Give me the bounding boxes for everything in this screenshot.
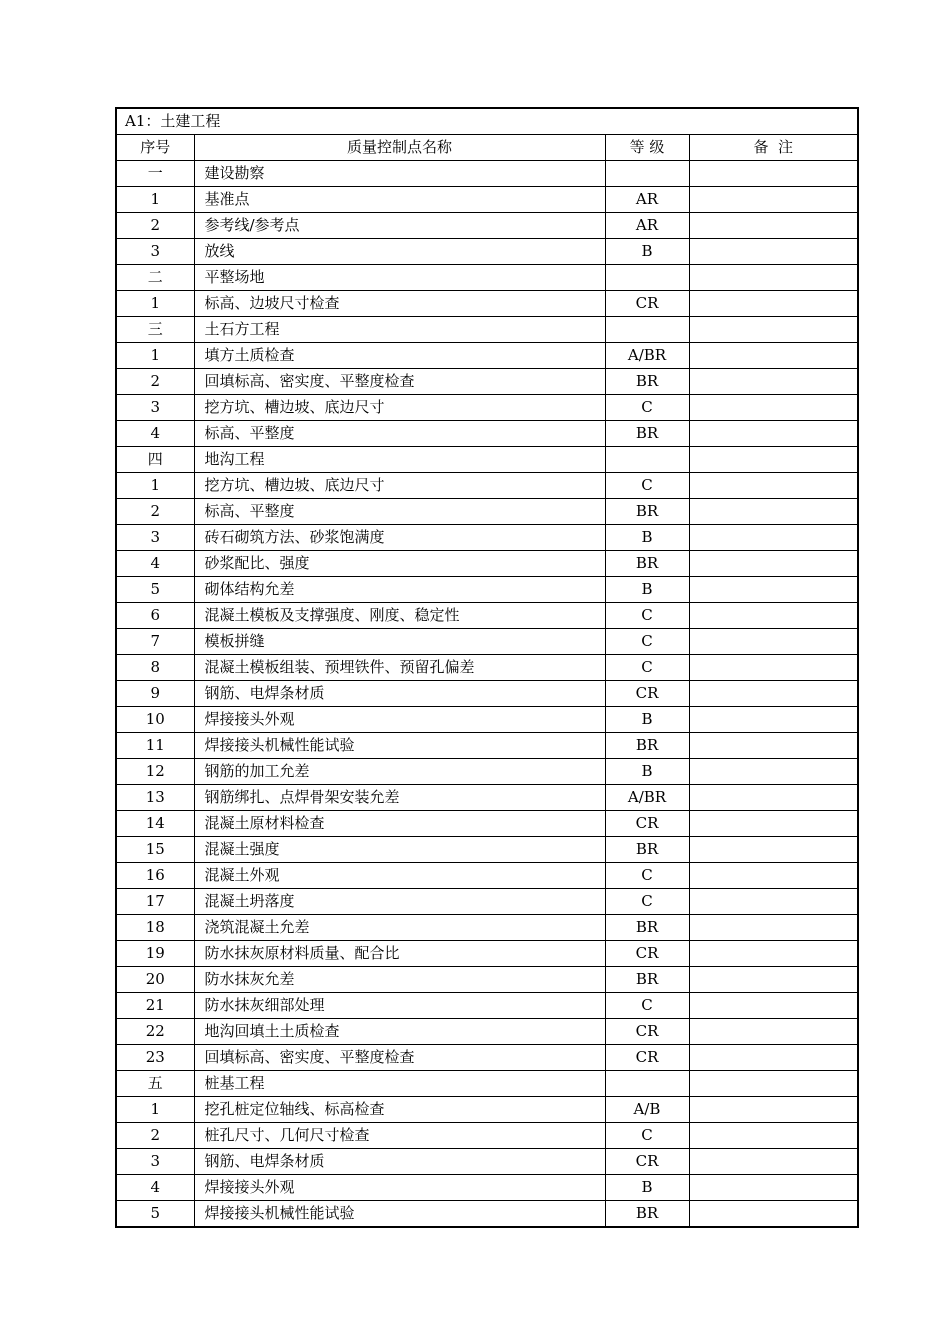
row-note: [689, 369, 857, 395]
row-note: [689, 1123, 857, 1149]
row-number: 1: [117, 343, 194, 369]
row-name: 地沟回填土土质检查: [194, 1019, 605, 1045]
row-grade: CR: [605, 681, 689, 707]
row-grade: A/B: [605, 1097, 689, 1123]
row-grade: B: [605, 759, 689, 785]
row-number: 3: [117, 239, 194, 265]
header-name: 质量控制点名称: [194, 135, 605, 161]
row-note: [689, 655, 857, 681]
row-note: [689, 213, 857, 239]
row-number: 9: [117, 681, 194, 707]
row-grade: A/BR: [605, 785, 689, 811]
row-note: [689, 421, 857, 447]
header-row: [117, 135, 857, 161]
row-grade: CR: [605, 811, 689, 837]
row-name: 砖石砌筑方法、砂浆饱满度: [194, 525, 605, 551]
row-note: [689, 525, 857, 551]
row-grade: CR: [605, 941, 689, 967]
row-number: 1: [117, 291, 194, 317]
row-grade: C: [605, 863, 689, 889]
row-grade: AR: [605, 213, 689, 239]
row-name: 混凝土外观: [194, 863, 605, 889]
row-grade: BR: [605, 421, 689, 447]
table-row: [117, 499, 857, 525]
row-grade: [605, 317, 689, 343]
row-number: 11: [117, 733, 194, 759]
table-row: [117, 707, 857, 733]
table-row: [117, 577, 857, 603]
row-grade: C: [605, 603, 689, 629]
row-grade: A/BR: [605, 343, 689, 369]
row-note: [689, 1097, 857, 1123]
row-grade: CR: [605, 1045, 689, 1071]
row-grade: BR: [605, 733, 689, 759]
table-row: [117, 291, 857, 317]
row-number: 16: [117, 863, 194, 889]
row-note: [689, 1071, 857, 1097]
row-note: [689, 291, 857, 317]
row-name: 混凝土原材料检查: [194, 811, 605, 837]
row-note: [689, 343, 857, 369]
row-number: 6: [117, 603, 194, 629]
table-row: [117, 1045, 857, 1071]
row-grade: BR: [605, 369, 689, 395]
row-note: [689, 551, 857, 577]
row-name: 挖方坑、槽边坡、底边尺寸: [194, 473, 605, 499]
row-note: [689, 499, 857, 525]
row-grade: C: [605, 655, 689, 681]
row-name: 地沟工程: [194, 447, 605, 473]
table-row: [117, 655, 857, 681]
row-grade: [605, 1071, 689, 1097]
row-name: 防水抹灰细部处理: [194, 993, 605, 1019]
table-body: [117, 109, 857, 1226]
table-row: [117, 1019, 857, 1045]
row-number: 8: [117, 655, 194, 681]
row-note: [689, 239, 857, 265]
row-number: 4: [117, 421, 194, 447]
row-number: 2: [117, 499, 194, 525]
table-row: [117, 759, 857, 785]
table-row: [117, 551, 857, 577]
row-note: [689, 759, 857, 785]
row-number: 2: [117, 213, 194, 239]
row-number: 10: [117, 707, 194, 733]
row-grade: B: [605, 707, 689, 733]
row-note: [689, 447, 857, 473]
row-name: 回填标高、密实度、平整度检查: [194, 369, 605, 395]
row-grade: C: [605, 473, 689, 499]
row-grade: CR: [605, 291, 689, 317]
table-row: [117, 1201, 857, 1227]
row-grade: B: [605, 525, 689, 551]
row-name: 标高、平整度: [194, 421, 605, 447]
row-number: 22: [117, 1019, 194, 1045]
row-number: 2: [117, 1123, 194, 1149]
row-name: 砌体结构允差: [194, 577, 605, 603]
section-title: A1：土建工程: [117, 109, 857, 135]
table-row: [117, 1175, 857, 1201]
row-grade: B: [605, 239, 689, 265]
section-row: [117, 447, 857, 473]
row-note: [689, 967, 857, 993]
row-number: 1: [117, 1097, 194, 1123]
row-grade: C: [605, 993, 689, 1019]
row-grade: CR: [605, 1019, 689, 1045]
row-number: 14: [117, 811, 194, 837]
row-number: 17: [117, 889, 194, 915]
row-grade: C: [605, 1123, 689, 1149]
table-row: [117, 837, 857, 863]
row-note: [689, 1045, 857, 1071]
row-name: 标高、边坡尺寸检查: [194, 291, 605, 317]
row-grade: BR: [605, 551, 689, 577]
row-number: 3: [117, 1149, 194, 1175]
row-grade: B: [605, 577, 689, 603]
row-name: 桩基工程: [194, 1071, 605, 1097]
row-grade: BR: [605, 915, 689, 941]
row-note: [689, 681, 857, 707]
row-number: 19: [117, 941, 194, 967]
row-name: 焊接接头外观: [194, 707, 605, 733]
row-note: [689, 577, 857, 603]
row-number: 3: [117, 525, 194, 551]
row-note: [689, 993, 857, 1019]
table-row: [117, 1123, 857, 1149]
row-note: [689, 785, 857, 811]
row-name: 桩孔尺寸、几何尺寸检查: [194, 1123, 605, 1149]
row-number: 15: [117, 837, 194, 863]
row-note: [689, 317, 857, 343]
table-row: [117, 993, 857, 1019]
header-note: 备 注: [689, 135, 857, 161]
row-name: 砂浆配比、强度: [194, 551, 605, 577]
row-name: 钢筋的加工允差: [194, 759, 605, 785]
table-row: [117, 733, 857, 759]
table-row: [117, 213, 857, 239]
table-row: [117, 369, 857, 395]
row-number: 3: [117, 395, 194, 421]
section-row: [117, 161, 857, 187]
row-grade: BR: [605, 837, 689, 863]
row-note: [689, 1201, 857, 1227]
row-note: [689, 1149, 857, 1175]
row-number: 23: [117, 1045, 194, 1071]
table-row: [117, 785, 857, 811]
row-grade: C: [605, 889, 689, 915]
row-name: 土石方工程: [194, 317, 605, 343]
row-note: [689, 265, 857, 291]
row-number: 四: [117, 447, 194, 473]
section-title-row: [117, 109, 857, 135]
row-number: 7: [117, 629, 194, 655]
table-row: [117, 395, 857, 421]
table-row: [117, 967, 857, 993]
row-note: [689, 603, 857, 629]
table-row: [117, 1097, 857, 1123]
row-name: 焊接接头机械性能试验: [194, 733, 605, 759]
row-name: 填方土质检查: [194, 343, 605, 369]
table-row: [117, 421, 857, 447]
row-grade: [605, 265, 689, 291]
table-row: [117, 863, 857, 889]
row-name: 防水抹灰原材料质量、配合比: [194, 941, 605, 967]
row-note: [689, 811, 857, 837]
header-number: 序号: [117, 135, 194, 161]
row-number: 13: [117, 785, 194, 811]
quality-control-table: [117, 109, 857, 1226]
table-row: [117, 811, 857, 837]
row-number: 一: [117, 161, 194, 187]
row-name: 混凝土模板组装、预埋铁件、预留孔偏差: [194, 655, 605, 681]
row-name: 挖孔桩定位轴线、标高检查: [194, 1097, 605, 1123]
row-note: [689, 1175, 857, 1201]
row-name: 回填标高、密实度、平整度检查: [194, 1045, 605, 1071]
table-row: [117, 473, 857, 499]
row-grade: BR: [605, 1201, 689, 1227]
row-name: 挖方坑、槽边坡、底边尺寸: [194, 395, 605, 421]
section-row: [117, 1071, 857, 1097]
row-note: [689, 837, 857, 863]
row-name: 模板拼缝: [194, 629, 605, 655]
table-row: [117, 525, 857, 551]
row-name: 混凝土强度: [194, 837, 605, 863]
row-name: 平整场地: [194, 265, 605, 291]
row-note: [689, 915, 857, 941]
row-number: 20: [117, 967, 194, 993]
row-name: 浇筑混凝土允差: [194, 915, 605, 941]
section-row: [117, 265, 857, 291]
row-note: [689, 707, 857, 733]
row-number: 二: [117, 265, 194, 291]
row-grade: BR: [605, 499, 689, 525]
row-number: 三: [117, 317, 194, 343]
row-name: 钢筋、电焊条材质: [194, 1149, 605, 1175]
row-note: [689, 733, 857, 759]
row-name: 参考线/参考点: [194, 213, 605, 239]
quality-control-table-sheet: [115, 107, 859, 1228]
table-row: [117, 681, 857, 707]
row-name: 钢筋、电焊条材质: [194, 681, 605, 707]
row-note: [689, 889, 857, 915]
row-number: 5: [117, 577, 194, 603]
table-row: [117, 629, 857, 655]
row-number: 21: [117, 993, 194, 1019]
row-name: 建设勘察: [194, 161, 605, 187]
row-grade: [605, 447, 689, 473]
row-grade: AR: [605, 187, 689, 213]
table-row: [117, 343, 857, 369]
row-note: [689, 187, 857, 213]
row-note: [689, 473, 857, 499]
row-name: 防水抹灰允差: [194, 967, 605, 993]
row-name: 放线: [194, 239, 605, 265]
row-name: 焊接接头机械性能试验: [194, 1201, 605, 1227]
table-row: [117, 941, 857, 967]
table-row: [117, 915, 857, 941]
row-number: 1: [117, 473, 194, 499]
row-note: [689, 941, 857, 967]
row-note: [689, 395, 857, 421]
row-name: 基准点: [194, 187, 605, 213]
row-grade: C: [605, 629, 689, 655]
row-name: 混凝土模板及支撑强度、刚度、稳定性: [194, 603, 605, 629]
row-name: 标高、平整度: [194, 499, 605, 525]
row-number: 4: [117, 1175, 194, 1201]
row-number: 2: [117, 369, 194, 395]
row-note: [689, 1019, 857, 1045]
section-row: [117, 317, 857, 343]
row-grade: [605, 161, 689, 187]
row-note: [689, 629, 857, 655]
table-row: [117, 603, 857, 629]
header-grade: 等 级: [605, 135, 689, 161]
row-note: [689, 863, 857, 889]
row-number: 1: [117, 187, 194, 213]
table-row: [117, 1149, 857, 1175]
row-grade: B: [605, 1175, 689, 1201]
row-name: 焊接接头外观: [194, 1175, 605, 1201]
row-name: 钢筋绑扎、点焊骨架安装允差: [194, 785, 605, 811]
table-row: [117, 239, 857, 265]
row-number: 5: [117, 1201, 194, 1227]
row-number: 18: [117, 915, 194, 941]
table-row: [117, 187, 857, 213]
row-number: 12: [117, 759, 194, 785]
row-grade: BR: [605, 967, 689, 993]
row-note: [689, 161, 857, 187]
row-number: 五: [117, 1071, 194, 1097]
row-grade: C: [605, 395, 689, 421]
row-grade: CR: [605, 1149, 689, 1175]
table-row: [117, 889, 857, 915]
row-number: 4: [117, 551, 194, 577]
row-name: 混凝土坍落度: [194, 889, 605, 915]
